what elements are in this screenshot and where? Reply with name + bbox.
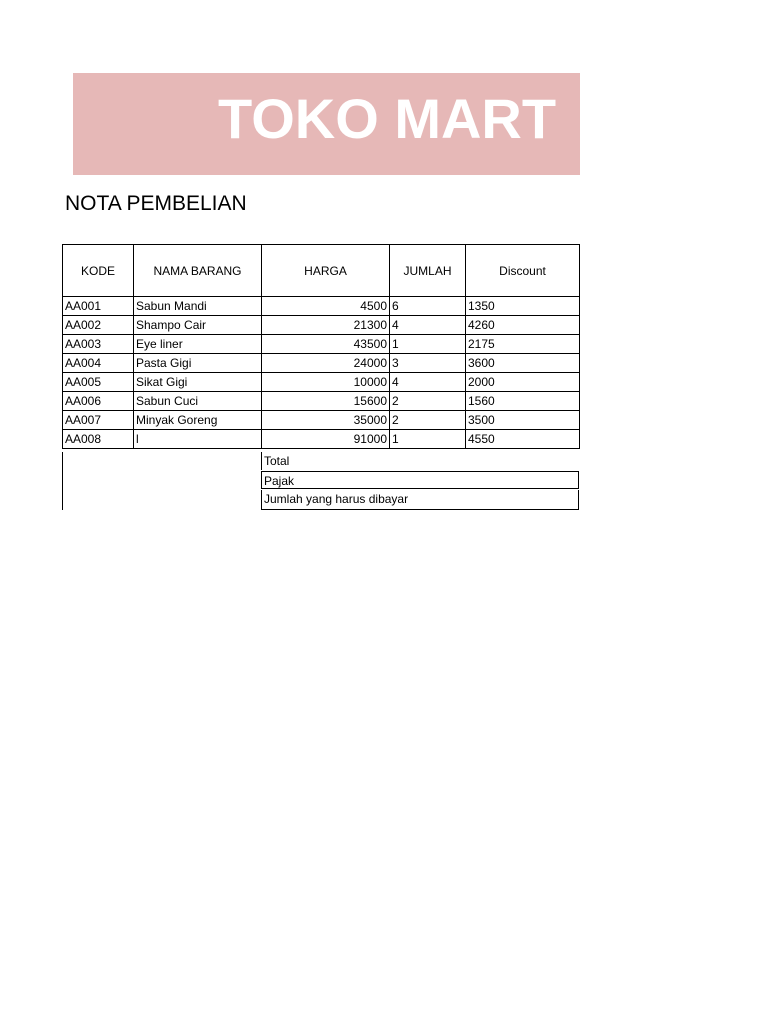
cell-harga: 43500 <box>262 335 390 354</box>
header-jumlah: JUMLAH <box>390 245 466 297</box>
cell-nama-barang: Sabun Mandi <box>134 297 262 316</box>
table-row <box>63 373 580 392</box>
table-row <box>63 297 580 316</box>
header-kode: KODE <box>63 245 134 297</box>
cell-kode: AA007 <box>63 411 134 430</box>
total-label: Total <box>261 452 579 470</box>
document-title: NOTA PEMBELIAN <box>65 192 247 215</box>
cell-discount: 3600 <box>466 354 580 373</box>
header-nama-barang: NAMA BARANG <box>134 245 262 297</box>
cell-discount: 2000 <box>466 373 580 392</box>
cell-nama-barang: Sikat Gigi <box>134 373 262 392</box>
table-header-row <box>63 245 580 297</box>
cell-discount: 1560 <box>466 392 580 411</box>
cell-nama-barang: Shampo Cair <box>134 316 262 335</box>
cell-discount: 4260 <box>466 316 580 335</box>
cell-harga: 21300 <box>262 316 390 335</box>
cell-harga: 35000 <box>262 411 390 430</box>
cell-kode: AA001 <box>63 297 134 316</box>
cell-jumlah: 1 <box>390 430 466 449</box>
cell-nama-barang: Eye liner <box>134 335 262 354</box>
cell-jumlah: 4 <box>390 316 466 335</box>
cell-kode: AA005 <box>63 373 134 392</box>
cell-jumlah: 4 <box>390 373 466 392</box>
store-banner <box>73 73 580 175</box>
cell-discount: 2175 <box>466 335 580 354</box>
table-row <box>63 316 580 335</box>
cell-harga: 91000 <box>262 430 390 449</box>
cell-nama-barang: Pasta Gigi <box>134 354 262 373</box>
summary-left-border <box>62 452 63 510</box>
cell-jumlah: 2 <box>390 392 466 411</box>
header-harga: HARGA <box>262 245 390 297</box>
purchase-table <box>62 244 580 449</box>
cell-nama-barang: l <box>134 430 262 449</box>
table-row <box>63 392 580 411</box>
cell-kode: AA002 <box>63 316 134 335</box>
cell-kode: AA003 <box>63 335 134 354</box>
amount-due-label: Jumlah yang harus dibayar <box>261 490 579 510</box>
cell-jumlah: 3 <box>390 354 466 373</box>
cell-harga: 15600 <box>262 392 390 411</box>
table-body <box>63 297 580 449</box>
cell-discount: 4550 <box>466 430 580 449</box>
table-row <box>63 335 580 354</box>
table-row <box>63 411 580 430</box>
cell-jumlah: 2 <box>390 411 466 430</box>
cell-jumlah: 6 <box>390 297 466 316</box>
header-discount: Discount <box>466 245 580 297</box>
cell-discount: 3500 <box>466 411 580 430</box>
cell-kode: AA008 <box>63 430 134 449</box>
cell-harga: 10000 <box>262 373 390 392</box>
cell-kode: AA004 <box>63 354 134 373</box>
cell-nama-barang: Minyak Goreng <box>134 411 262 430</box>
cell-harga: 24000 <box>262 354 390 373</box>
cell-kode: AA006 <box>63 392 134 411</box>
cell-nama-barang: Sabun Cuci <box>134 392 262 411</box>
summary-section <box>62 452 580 510</box>
pajak-label: Pajak <box>261 471 579 489</box>
table-row <box>63 354 580 373</box>
cell-harga: 4500 <box>262 297 390 316</box>
cell-jumlah: 1 <box>390 335 466 354</box>
cell-discount: 1350 <box>466 297 580 316</box>
table-row <box>63 430 580 449</box>
store-name: TOKO MART <box>218 87 557 150</box>
